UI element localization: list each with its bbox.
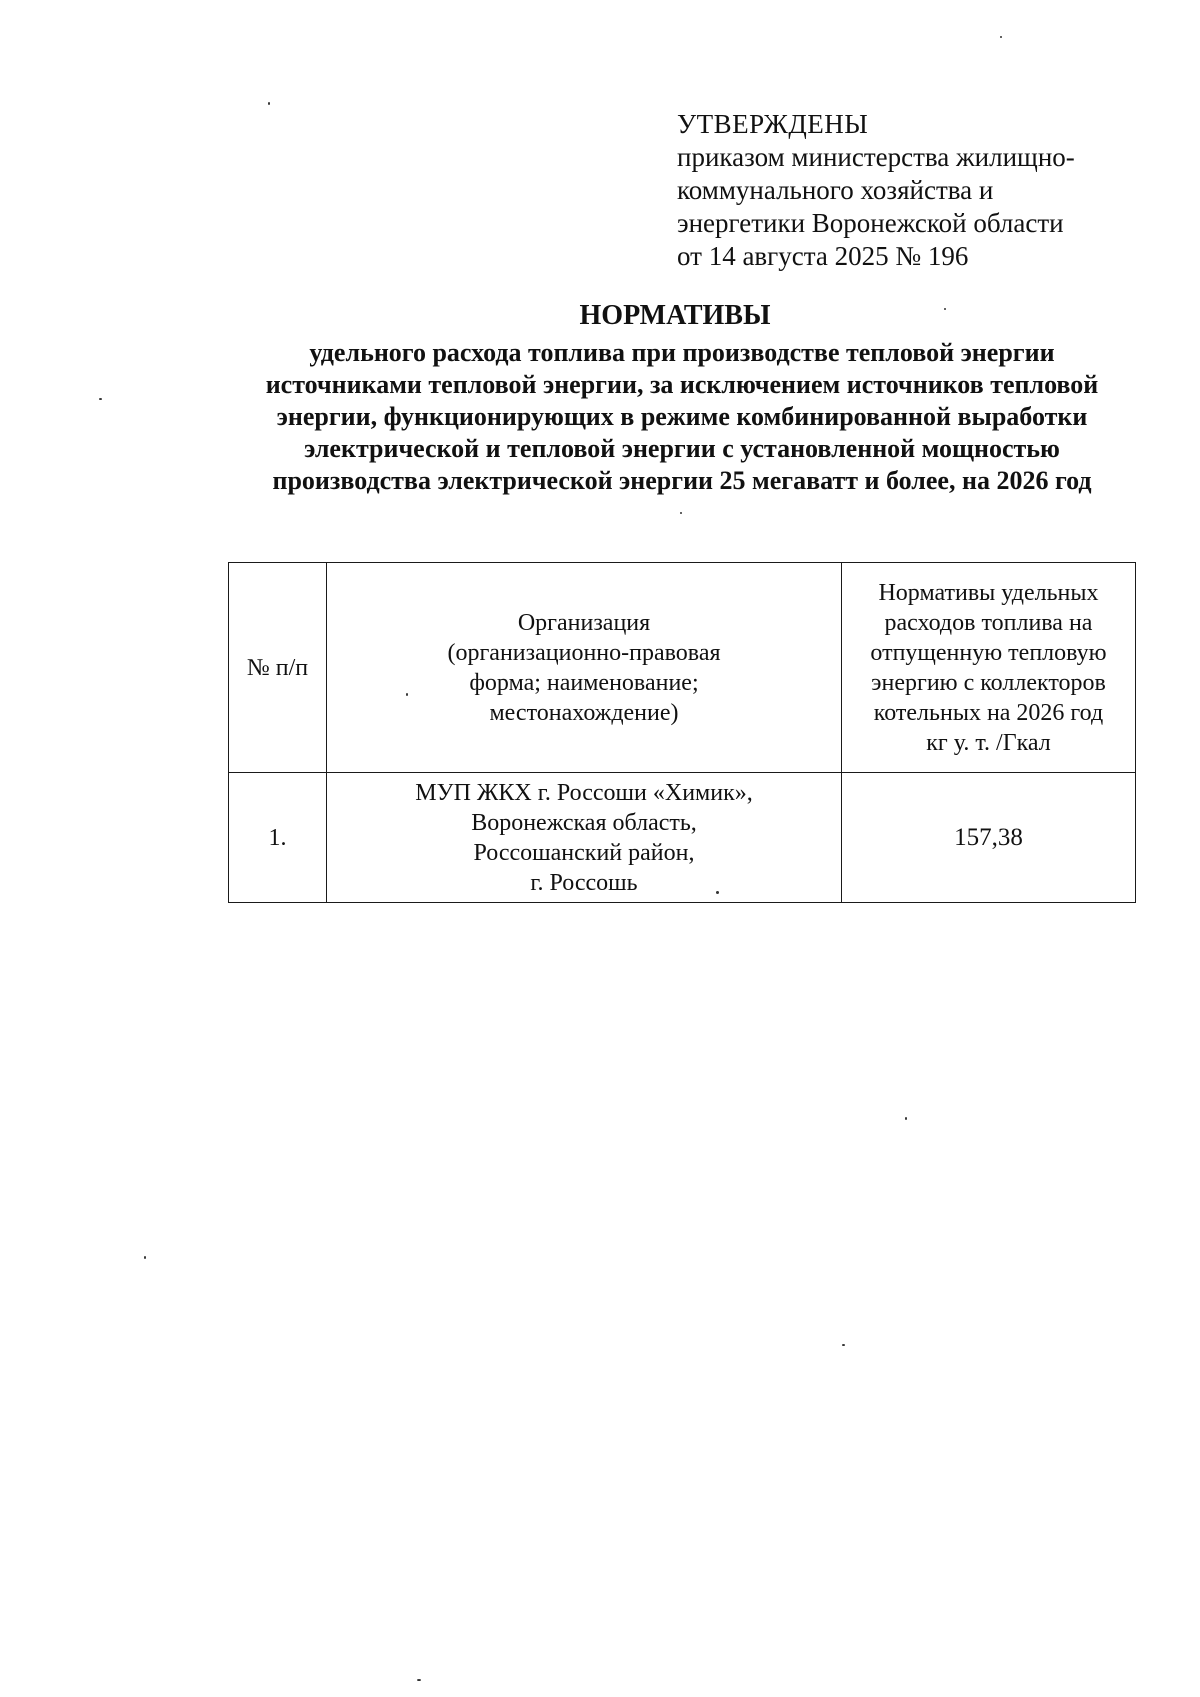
approval-line: от 14 августа 2025 № 196 bbox=[677, 241, 969, 271]
scan-speck bbox=[716, 891, 719, 894]
scan-speck bbox=[417, 1679, 421, 1681]
header-organization bbox=[327, 563, 842, 773]
document-title: НОРМАТИВЫ bbox=[579, 300, 771, 331]
header-organization-line: Организация bbox=[517, 609, 651, 636]
scan-speck bbox=[406, 693, 408, 696]
document-subtitle bbox=[212, 337, 1152, 497]
scan-speck bbox=[1000, 36, 1002, 38]
approval-line: энергетики Воронежской области bbox=[677, 208, 1064, 238]
header-norm-line: Нормативы удельных bbox=[878, 579, 1099, 606]
scan-speck bbox=[905, 1117, 907, 1120]
approval-heading: УТВЕРЖДЕНЫ bbox=[677, 109, 869, 139]
subtitle-line: удельного расхода топлива при производстве тепловой энергии bbox=[309, 338, 1055, 367]
row-organization-line: Воронежская область, bbox=[471, 809, 697, 836]
table-body bbox=[229, 773, 1136, 903]
header-organization-line: форма; наименование; bbox=[469, 669, 699, 696]
header-organization-line: местонахождение) bbox=[489, 699, 679, 726]
header-norm-line: кг у. т. /Гкал bbox=[926, 729, 1051, 756]
scan-speck bbox=[944, 308, 946, 310]
subtitle-line: энергии, функционирующих в режиме комбинированной выработки bbox=[276, 402, 1088, 431]
table-header bbox=[229, 563, 1136, 773]
header-norm bbox=[842, 563, 1136, 773]
header-norm-line: расходов топлива на bbox=[884, 609, 1093, 636]
row-value-cell bbox=[842, 773, 1136, 903]
scan-speck bbox=[268, 102, 270, 105]
table-header-row bbox=[229, 563, 1136, 773]
header-number-text: № п/п bbox=[246, 654, 309, 681]
row-number-cell bbox=[229, 773, 327, 903]
table-row bbox=[229, 773, 1136, 903]
row-organization-line: МУП ЖКХ г. Россоши «Химик», bbox=[415, 779, 753, 806]
approval-block bbox=[677, 108, 1137, 273]
header-norm-line: отпущенную тепловую bbox=[870, 639, 1107, 666]
row-organization-line: г. Россошь bbox=[530, 869, 638, 896]
subtitle-line: электрической и тепловой энергии с установленной мощностью bbox=[304, 434, 1060, 463]
row-value: 157,38 bbox=[954, 823, 1023, 851]
row-number: 1. bbox=[268, 824, 287, 851]
subtitle-line: источниками тепловой энергии, за исключением источников тепловой bbox=[265, 370, 1099, 399]
header-norm-line: энергию с коллекторов bbox=[871, 669, 1106, 696]
scan-speck bbox=[680, 512, 682, 514]
scan-speck bbox=[842, 1344, 845, 1346]
norms-table bbox=[228, 562, 1136, 903]
approval-line: приказом министерства жилищно- bbox=[677, 142, 1075, 172]
header-number bbox=[229, 563, 327, 773]
header-norm-line: котельных на 2026 год bbox=[873, 699, 1104, 726]
approval-line: коммунального хозяйства и bbox=[677, 175, 994, 205]
header-organization-line: (организационно-правовая bbox=[447, 639, 721, 666]
row-organization-line: Россошанский район, bbox=[473, 839, 695, 866]
row-organization-cell bbox=[327, 773, 842, 903]
scan-speck bbox=[99, 398, 102, 400]
subtitle-line: производства электрической энергии 25 мегаватт и более, на 2026 год bbox=[272, 466, 1092, 495]
scan-speck bbox=[144, 1256, 146, 1259]
